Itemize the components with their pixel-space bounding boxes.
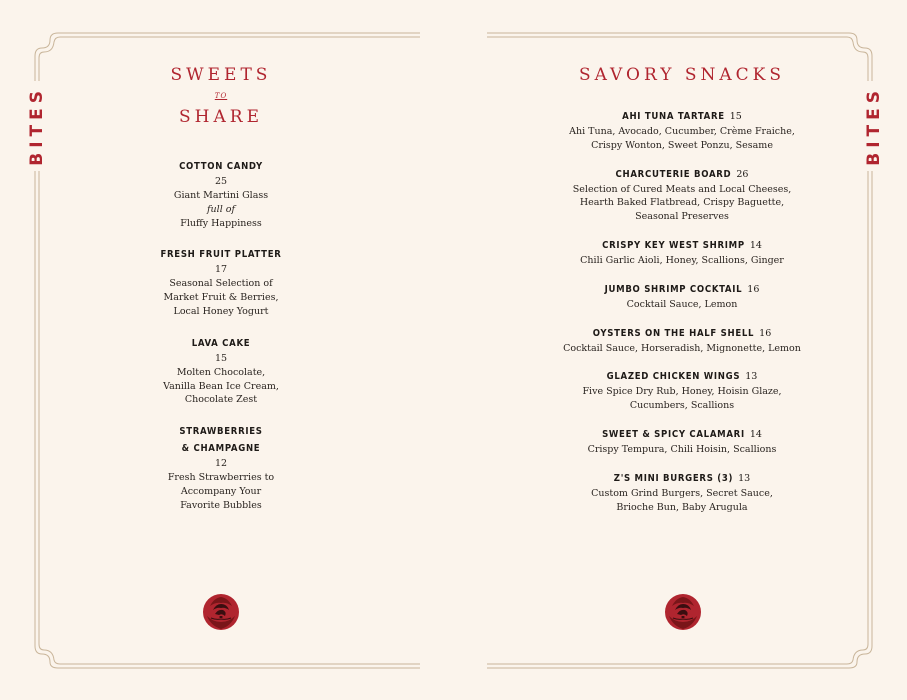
item-name: OYSTERS ON THE HALF SHELL: [592, 327, 755, 339]
item-price: 25: [214, 176, 228, 187]
item-name: LAVA CAKE: [191, 337, 251, 349]
item-desc: Ahi Tuna, Avocado, Cucumber, Crème Fraiche,: [569, 126, 795, 137]
menu-item-crispy-key-west-shrimp: [532, 237, 832, 268]
item-desc: Cocktail Sauce, Horseradish, Mignonette, Lemon: [563, 342, 801, 354]
item-name: JUMBO SHRIMP COCKTAIL: [604, 283, 743, 295]
menu-item-cotton-candy: [136, 158, 306, 230]
item-price: 26: [736, 168, 749, 180]
item-name: & CHAMPAGNE: [181, 443, 261, 455]
item-desc: Chocolate Zest: [184, 394, 258, 406]
item-name-row: [532, 281, 832, 298]
item-desc: Favorite Bubbles: [180, 499, 262, 511]
item-name: STRAWBERRIES: [179, 426, 263, 438]
item-name-row: [532, 325, 832, 342]
item-desc: Seasonal Preserves: [635, 211, 729, 223]
item-price: 14: [749, 428, 762, 440]
item-name-row: [532, 166, 832, 183]
left-side-label-text: BITES: [27, 86, 47, 166]
item-desc: Vanilla Bean Ice Cream,: [163, 380, 279, 392]
sweets-title-line1: SWEETS: [170, 65, 272, 85]
right-side-label: [861, 81, 887, 171]
item-desc: Market Fruit & Berries,: [163, 292, 279, 304]
sweets-section: [136, 64, 306, 513]
item-desc: Accompany Your: [180, 485, 262, 497]
item-desc: Molten Chocolate,: [176, 366, 266, 378]
item-name-row: [532, 237, 832, 254]
item-desc: Cucumbers, Scallions: [629, 400, 735, 412]
item-price: 15: [214, 352, 228, 364]
item-name: FRESH FRUIT PLATTER: [160, 249, 282, 261]
item-desc: Local Honey Yogurt: [173, 305, 269, 317]
item-name-row: [532, 368, 832, 385]
menu-item-glazed-chicken-wings: [532, 368, 832, 413]
item-desc: Crispy Tempura, Chili Hoisin, Scallions: [587, 443, 777, 455]
item-desc: Brioche Bun, Baby Arugula: [616, 501, 748, 513]
item-price: 12: [214, 458, 228, 470]
left-side-label: [24, 81, 50, 171]
item-desc: Chili Garlic Aioli, Honey, Scallions, Ginger: [580, 254, 784, 266]
item-name: CHARCUTERIE BOARD: [615, 168, 732, 180]
rose-icon: [198, 588, 244, 634]
item-price: 15: [729, 111, 742, 122]
item-desc: Fluffy Happiness: [180, 217, 262, 229]
rose-icon: [660, 588, 706, 634]
item-name: Z'S MINI BURGERS (3): [613, 472, 734, 484]
sweets-title-connector: TO: [214, 92, 228, 100]
item-desc: Custom Grind Burgers, Secret Sauce,: [591, 487, 773, 499]
savory-section: [532, 64, 832, 514]
right-side-label-text: BITES: [864, 86, 884, 166]
item-price: 13: [738, 472, 751, 484]
item-name: AHI TUNA TARTARE: [622, 111, 725, 122]
menu-item-mini-burgers: [532, 470, 832, 515]
menu-item-oysters-half-shell: [532, 325, 832, 356]
menu-item-strawberries-champagne: [136, 423, 306, 512]
sweets-title-line2: SHARE: [179, 107, 263, 127]
item-price: 16: [759, 327, 772, 339]
menu-item-charcuterie-board: [532, 166, 832, 224]
item-price: 16: [747, 283, 760, 295]
item-name-row: [532, 108, 832, 125]
item-desc: full of: [207, 203, 235, 215]
item-desc: Selection of Cured Meats and Local Cheeses,: [572, 183, 792, 195]
menu-item-ahi-tuna-tartare: [532, 108, 832, 153]
item-name: COTTON CANDY: [179, 161, 263, 172]
menu-item-fresh-fruit-platter: [136, 246, 306, 318]
savory-title: SAVORY SNACKS: [578, 65, 786, 85]
item-name-row: [532, 426, 832, 443]
item-desc: Hearth Baked Flatbread, Crispy Baguette,: [579, 197, 785, 209]
item-price: 13: [745, 371, 758, 383]
item-desc: Crispy Wonton, Sweet Ponzu, Sesame: [591, 139, 773, 151]
item-price: 14: [749, 239, 762, 251]
menu-item-sweet-spicy-calamari: [532, 426, 832, 457]
item-desc: Cocktail Sauce, Lemon: [626, 298, 738, 310]
item-desc: Five Spice Dry Rub, Honey, Hoisin Glaze,: [582, 386, 782, 398]
menu-item-lava-cake: [136, 335, 306, 407]
item-name: GLAZED CHICKEN WINGS: [606, 371, 741, 383]
item-name: CRISPY KEY WEST SHRIMP: [602, 239, 745, 251]
item-desc: Giant Martini Glass: [173, 190, 269, 201]
item-desc: Seasonal Selection of: [169, 278, 273, 290]
item-name: SWEET & SPICY CALAMARI: [602, 428, 745, 440]
menu-item-jumbo-shrimp-cocktail: [532, 281, 832, 312]
item-price: 17: [214, 264, 228, 276]
item-desc: Fresh Strawberries to: [167, 472, 275, 484]
item-name-row: [532, 470, 832, 487]
